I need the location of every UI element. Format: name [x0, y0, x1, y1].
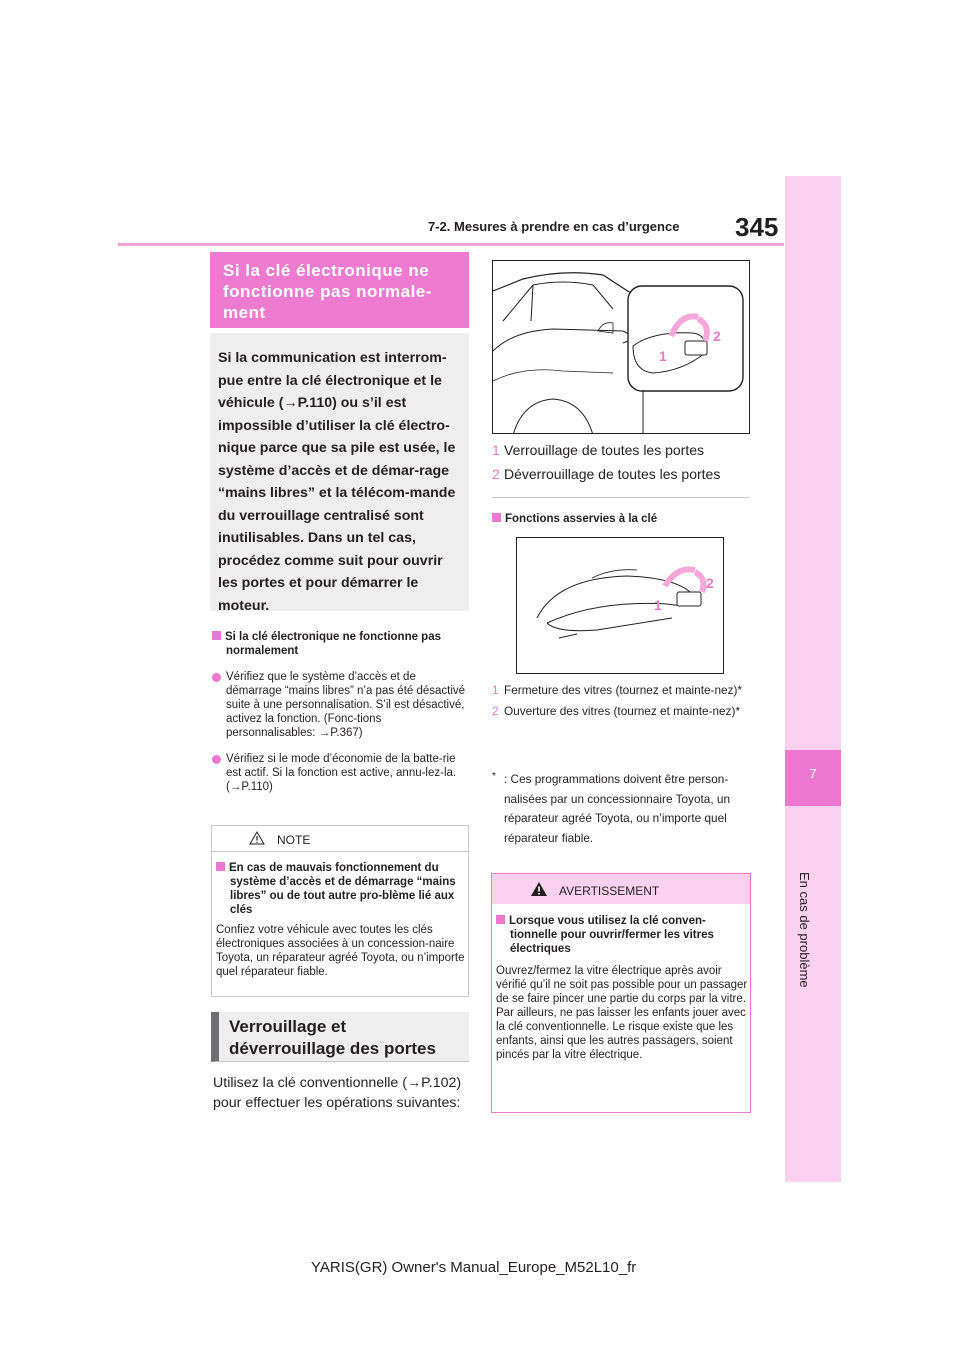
subsection-heading-text: Fonctions asservies à la clé [505, 513, 658, 525]
body-paragraph: Utilisez la clé conventionnelle (→P.102) pour effectuer les opérations suivantes: [213, 1075, 462, 1111]
divider [492, 497, 750, 498]
section-heading-pink [210, 252, 469, 328]
footnote-text: : Ces programmations doivent être person-nalisées par un concessionnaire Toyota, un réparateur agréé Toyota, ou n’importe quel réparateur fiable. [504, 772, 731, 845]
door-lock-figure [492, 260, 750, 434]
legend-text: Fermeture des vitres (tournez et mainte-nez)* [504, 683, 742, 697]
subsection-heading-key [212, 630, 468, 658]
square-bullet-icon [212, 631, 221, 640]
caution-triangle-icon [249, 831, 265, 845]
section-heading-grey [211, 1012, 469, 1062]
legend-text: Ouverture des vitres (tournez et mainte-nez)* [504, 704, 741, 718]
figure-label: 1 [659, 348, 667, 364]
subsection-heading-text: Si la clé électronique ne fonctionne pas normalement [225, 631, 441, 657]
page-number: 345 [735, 212, 779, 242]
warning-titlebar [492, 874, 750, 904]
section-heading-text: Verrouillage et déverrouillage des portes [229, 1017, 436, 1058]
bullet-item [212, 752, 468, 794]
note-title: NOTE [277, 833, 311, 847]
legend-number: 2 [492, 704, 499, 718]
round-bullet-icon [212, 755, 221, 764]
legend-item [492, 701, 752, 721]
warning-triangle-icon [530, 881, 548, 897]
footnote [492, 770, 750, 848]
warning-body: Ouvrez/fermez la vitre électrique après avoir vérifié qu’il ne soit pas possible pour un passager de se faire pincer une partie du corps par la vitre. Par ailleurs, ne pas laisser les enfants jouer avec la clé conventionnelle. Le risque existe que les enfants, ainsi que les autres passagers, soient pincés par la vitre électrique. [496, 965, 748, 1061]
car-door-illustration [493, 261, 750, 434]
note-heading [216, 861, 466, 917]
section-heading-text: Si la clé électronique ne fonctionne pas normale-ment [223, 261, 432, 322]
note-body: Confiez votre véhicule avec toutes les clés électroniques associées à un concession-naire Toyota, un réparateur agréé Toyota, ou n’importe quel réparateur fiable. [216, 924, 465, 978]
subsection-heading-linked [492, 512, 750, 526]
note-titlebar [212, 826, 468, 852]
warning-box [491, 873, 751, 1113]
intro-text: Si la communication est interrom-pue entre la clé électronique et le véhicule (→P.110) ou s’il est impossible d’utiliser la clé électro-nique parce que sa pile est usée, le système d’accès et de démar-rage “mains libres” et la télécom-mande du verrouillage centralisé sont inutilisables. Dans un tel cas, procédez comme suit pour ouvrir les portes et pour démarrer le moteur. [218, 350, 456, 614]
legend-number: 2 [492, 466, 500, 482]
header-rule [118, 243, 784, 246]
note-heading-text: En cas de mauvais fonctionnement du système d’accès et de démarrage “mains libres” ou de tout autre pro-blème lié aux clés [229, 862, 456, 916]
round-bullet-icon [212, 673, 221, 682]
note-box [211, 825, 469, 997]
intro-box [210, 333, 469, 614]
bullet-text: Vérifiez que le système d’accès et de démarrage “mains libres” n’a pas été désactivé suite à une personnalisation. S’il est désactivé, activez la fonction. (Fonc-tions personnalisables: →P.367) [226, 671, 466, 739]
legend-text: Déverrouillage de toutes les portes [504, 466, 721, 482]
warning-heading [496, 914, 748, 956]
square-bullet-icon [496, 915, 505, 924]
warning-title: AVERTISSEMENT [559, 884, 660, 898]
legend-text: Verrouillage de toutes les portes [504, 442, 705, 458]
warning-heading-text: Lorsque vous utilisez la clé conven-tionnelle pour ouvrir/fermer les vitres électriques [509, 915, 714, 955]
square-bullet-icon [492, 513, 501, 522]
figure-label: 2 [713, 328, 721, 344]
chapter-label: En cas de problème [797, 872, 812, 988]
window-figure [516, 537, 724, 674]
legend-item [492, 680, 752, 700]
bullet-item [212, 670, 468, 740]
legend-item [492, 440, 752, 460]
legend-item [492, 464, 752, 484]
section-title: 7-2. Mesures à prendre en cas d’urgence [428, 219, 680, 234]
figure-label: 2 [706, 575, 714, 591]
square-bullet-icon [216, 862, 225, 871]
footnote-marker: * [492, 771, 496, 782]
legend-number: 1 [492, 683, 499, 697]
bullet-text: Vérifiez si le mode d’économie de la batte-rie est actif. Si la fonction est active, annu-lez-la. (→P.110) [226, 753, 457, 793]
door-handle-illustration [517, 538, 724, 674]
chapter-side-strip [785, 176, 841, 1182]
figure1-legend [492, 440, 752, 488]
figure2-legend [492, 680, 752, 722]
legend-number: 1 [492, 442, 500, 458]
footer-text: YARIS(GR) Owner's Manual_Europe_M52L10_fr [311, 1259, 637, 1276]
chapter-number: 7 [809, 766, 817, 781]
figure-label: 1 [654, 597, 662, 613]
